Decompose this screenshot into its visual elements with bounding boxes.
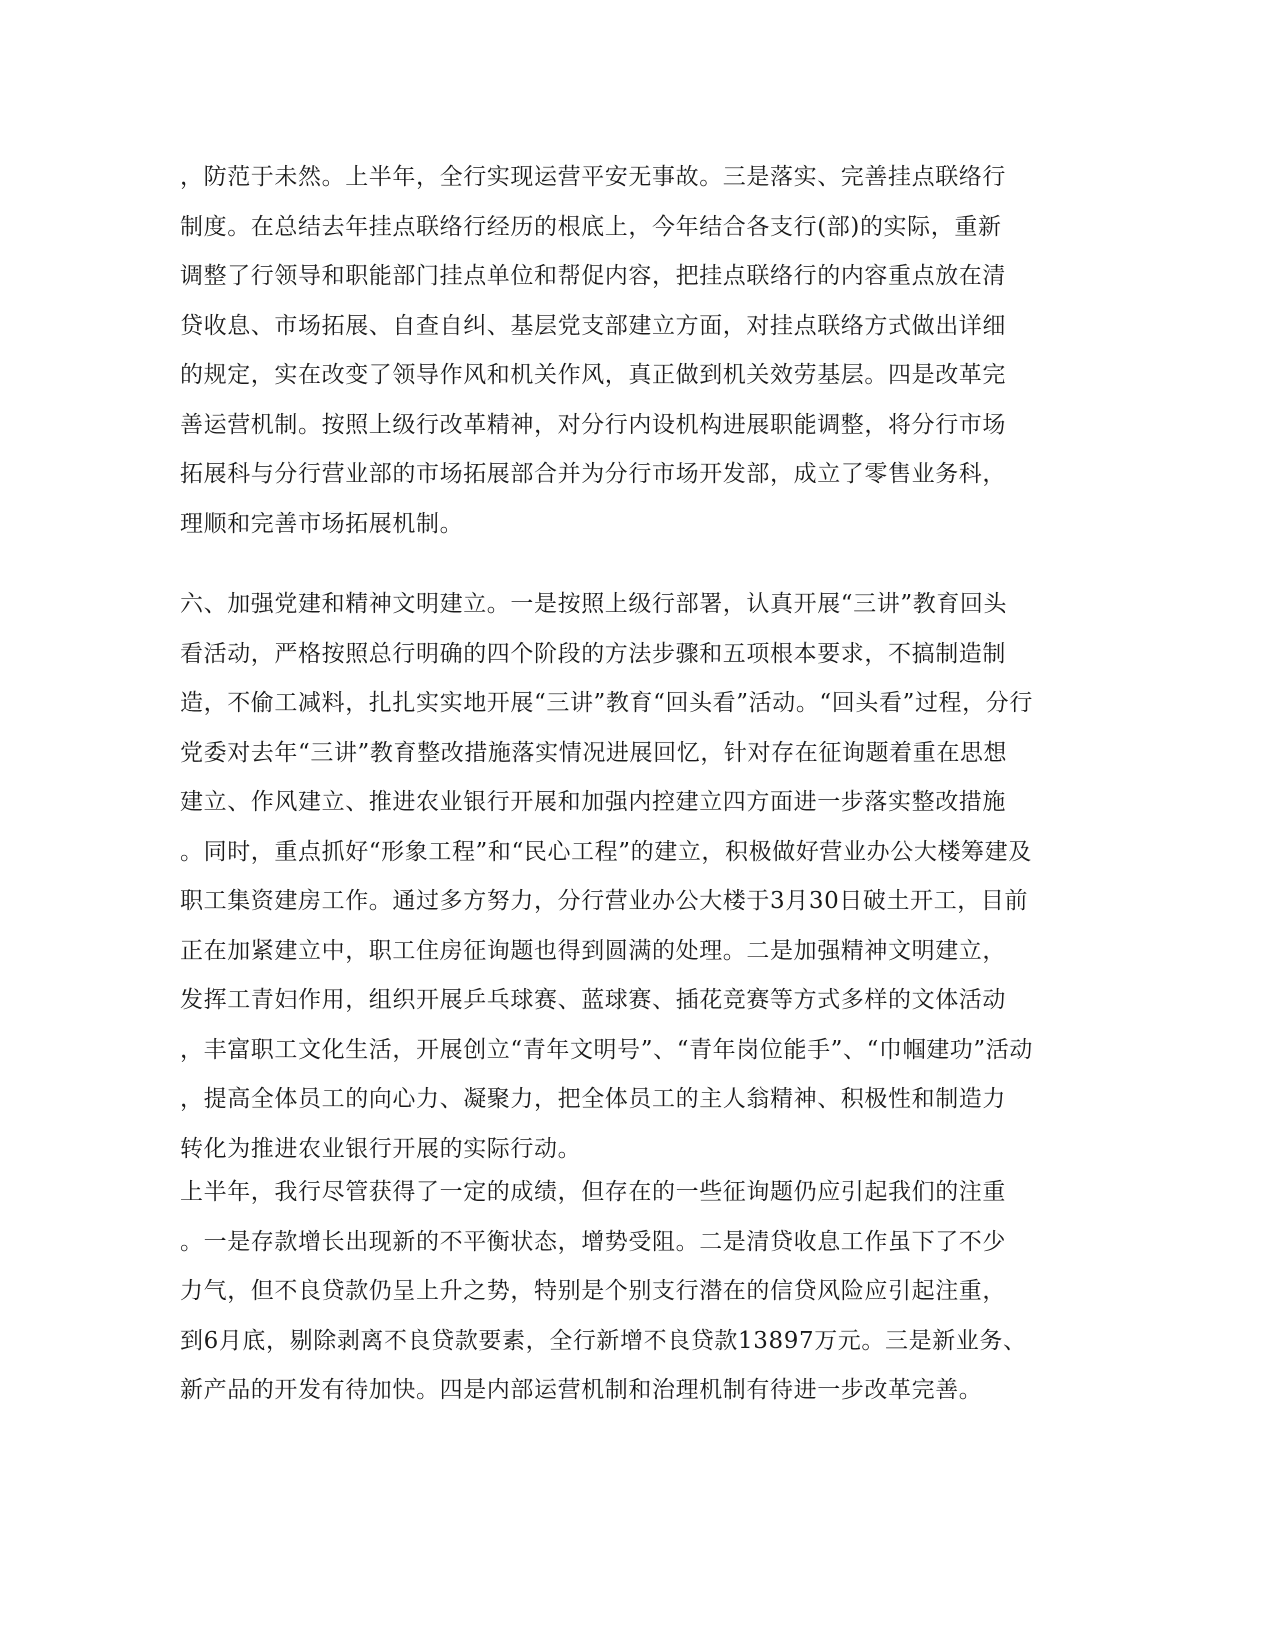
paragraph-operations-mechanism [180, 153, 1100, 549]
text-line: 。同时，重点抓好“形象工程”和“民心工程”的建立，积极做好营业办公大楼筹建及 [180, 838, 1032, 865]
text-line: 到6月底，剔除剥离不良贷款要素，全行新增不良贷款13897万元。三是新业务、 [180, 1327, 1027, 1354]
text-line: 党委对去年“三讲”教育整改措施落实情况进展回忆，针对存在征询题着重在思想 [180, 739, 1008, 766]
paragraph-party-building [180, 580, 1100, 1174]
text-line: ，防范于未然。上半年，全行实现运营平安无事故。三是落实、完善挂点联络行 [180, 164, 1006, 190]
text-line: 六、加强党建和精神文明建立。一是按照上级行部署，认真开展“三讲”教育回头 [180, 591, 1008, 617]
text-line: 上半年，我行尽管获得了一定的成绩，但存在的一些征询题仍应引起我们的注重 [180, 1179, 1006, 1205]
text-line: ，提高全体员工的向心力、凝聚力，把全体员工的主人翁精神、积极性和制造力 [180, 1086, 1006, 1112]
text-line: 拓展科与分行营业部的市场拓展部合并为分行市场开发部，成立了零售业务科， [180, 461, 1006, 487]
text-line: 贷收息、市场拓展、自查自纠、基层党支部建立方面，对挂点联络方式做出详细 [180, 312, 1006, 339]
text-line: 正在加紧建立中，职工住房征询题也得到圆满的处理。二是加强精神文明建立， [180, 937, 1006, 964]
text-line: 理顺和完善市场拓展机制。 [180, 510, 464, 537]
text-line: ，丰富职工文化生活，开展创立“青年文明号”、“青年岗位能手”、“巾帼建功”活动 [180, 1036, 1033, 1063]
text-line: 看活动，严格按照总行明确的四个阶段的方法步骤和五项根本要求，不搞制造制 [180, 640, 1006, 667]
text-line: 。一是存款增长出现新的不平衡状态，增势受阻。二是清贷收息工作虽下了不少 [180, 1228, 1006, 1255]
text-line: 建立、作风建立、推进农业银行开展和加强内控建立四方面进一步落实整改措施 [180, 789, 1006, 815]
text-line: 职工集资建房工作。通过多方努力，分行营业办公大楼于3月30日破土开工，目前 [180, 888, 1029, 914]
text-line: 造，不偷工减料，扎扎实实地开展“三讲”教育“回头看”活动。“回头看”过程，分行 [180, 690, 1033, 716]
text-line: 的规定，实在改变了领导作风和机关作风，真正做到机关效劳基层。四是改革完 [180, 362, 1006, 388]
text-line: 转化为推进农业银行开展的实际行动。 [180, 1135, 582, 1162]
text-line: 新产品的开发有待加快。四是内部运营机制和治理机制有待进一步改革完善。 [180, 1377, 983, 1403]
text-line: 力气，但不良贷款仍呈上升之势，特别是个别支行潜在的信贷风险应引起注重， [180, 1278, 1006, 1304]
text-line: 善运营机制。按照上级行改革精神，对分行内设机构进展职能调整，将分行市场 [180, 411, 1006, 438]
text-line: 制度。在总结去年挂点联络行经历的根底上，今年结合各支行(部)的实际，重新 [180, 213, 1002, 240]
paragraph-problems [180, 1168, 1100, 1416]
text-line: 调整了行领导和职能部门挂点单位和帮促内容，把挂点联络行的内容重点放在清 [180, 263, 1006, 289]
text-line: 发挥工青妇作用，组织开展乒乓球赛、蓝球赛、插花竞赛等方式多样的文体活动 [180, 987, 1006, 1013]
